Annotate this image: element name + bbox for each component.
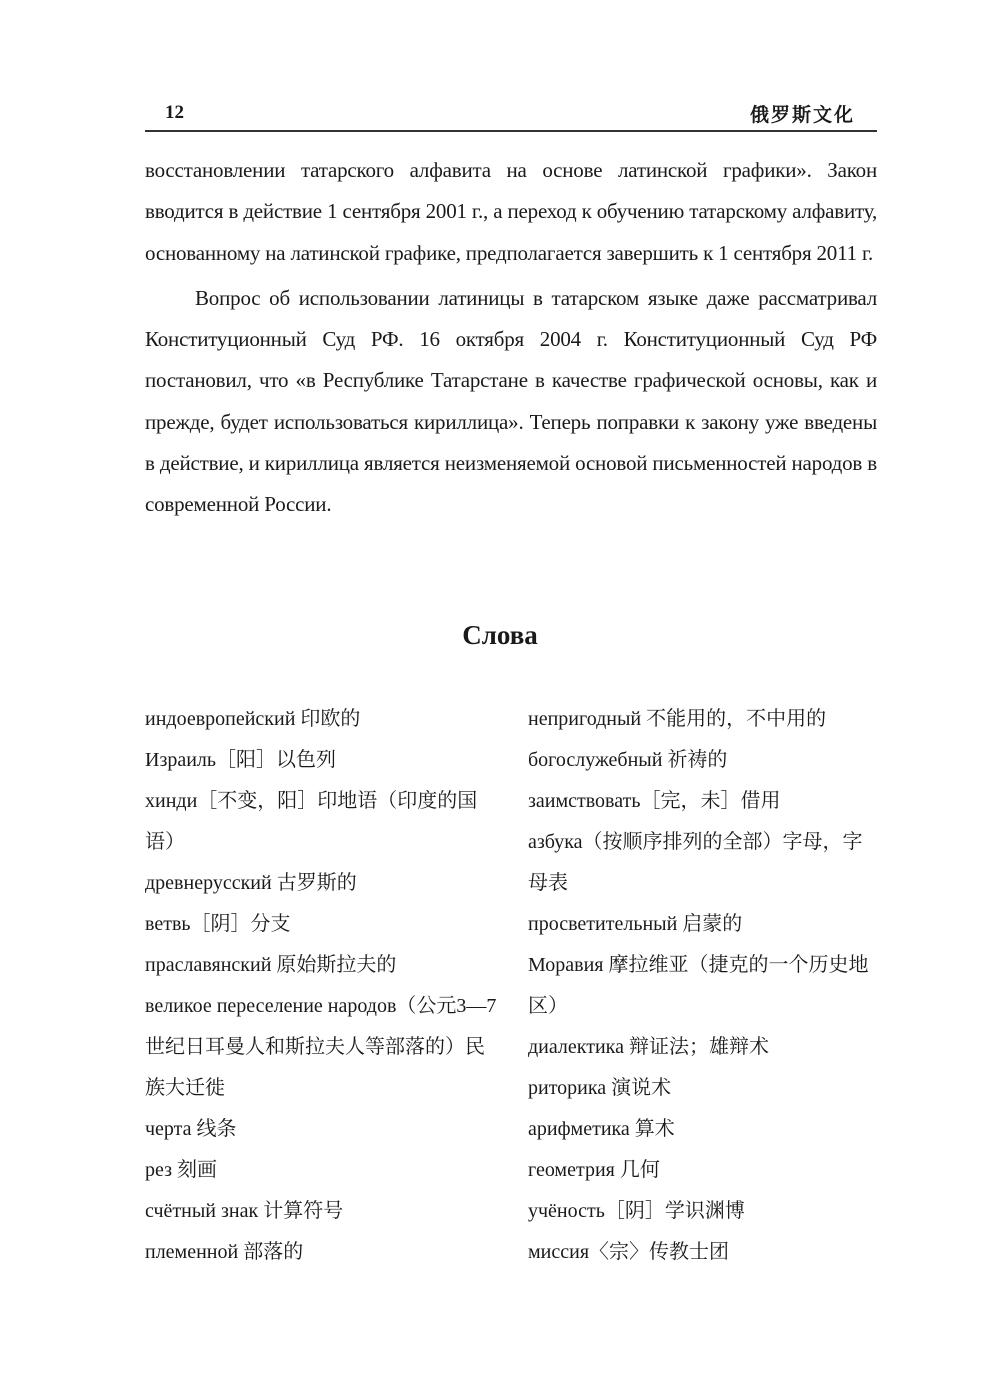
vocab-item: заимствовать［完，未］借用 — [528, 790, 781, 812]
vocab-item: черта 线条 — [145, 1118, 237, 1140]
vocab-item: богослужебный 祈祷的 — [528, 749, 728, 771]
vocab-item: арифметика 算术 — [528, 1118, 675, 1140]
vocabulary-left-column — [145, 699, 500, 1273]
vocab-item: риторика 演说术 — [528, 1077, 672, 1099]
body-text — [145, 150, 877, 526]
vocab-item: хинди［不变，阳］印地语（印度的国语） — [145, 790, 478, 853]
vocab-item: геометрия 几何 — [528, 1159, 660, 1181]
vocab-item: древнерусский 古罗斯的 — [145, 872, 357, 894]
vocab-item: индоевропейский 印欧的 — [145, 708, 361, 730]
paragraph: Вопрос об использовании латиницы в татарском языке даже рассматривал Конституционный Суд РФ. 16 октября 2004 г. Конституционный Суд РФ постановил, что «в Республике Татарстане в качестве графической основы, как и прежде, будет использоваться кириллица». Теперь поправки к закону уже введены в действие, и кириллица является неизменяемой основой письменностей народов в современной России. — [145, 285, 877, 517]
vocab-item: диалектика 辩证法；雄辩术 — [528, 1036, 769, 1058]
vocab-item: просветительный 启蒙的 — [528, 913, 743, 935]
page-header — [145, 100, 877, 132]
vocab-item: непригодный 不能用的，不中用的 — [528, 708, 827, 730]
running-title: 俄罗斯文化 — [749, 104, 855, 126]
vocab-item: счётный знак 计算符号 — [145, 1200, 344, 1222]
vocab-item: племенной 部落的 — [145, 1241, 304, 1263]
vocab-item: ветвь［阴］分支 — [145, 913, 291, 935]
vocab-item: азбука（按顺序排列的全部）字母，字母表 — [528, 831, 863, 894]
vocab-item: Моравия 摩拉维亚（捷克的一个历史地区） — [528, 954, 869, 1017]
vocab-item: учёность［阴］学识渊博 — [528, 1200, 745, 1222]
vocabulary-right-column — [528, 699, 878, 1273]
vocab-item: рез 刻画 — [145, 1159, 218, 1181]
paragraph: восстановлении татарского алфавита на основе латинской графики». Закон вводится в действие 1 сентября 2001 г., а переход к обучению татарскому алфавиту, основанному на латинской графике, предполагается завершить к 1 сентября 2011 г. — [145, 158, 877, 265]
vocab-item: миссия〈宗〉传教士团 — [528, 1241, 730, 1263]
vocabulary-title: Слова — [462, 620, 538, 650]
page-number: 12 — [165, 102, 184, 123]
vocab-item: великое переселение народов（公元3—7世纪日耳曼人和斯拉夫人等部落的）民族大迁徙 — [145, 995, 497, 1099]
vocab-item: праславянский 原始斯拉夫的 — [145, 954, 397, 976]
vocab-item: Израиль［阳］以色列 — [145, 749, 337, 771]
